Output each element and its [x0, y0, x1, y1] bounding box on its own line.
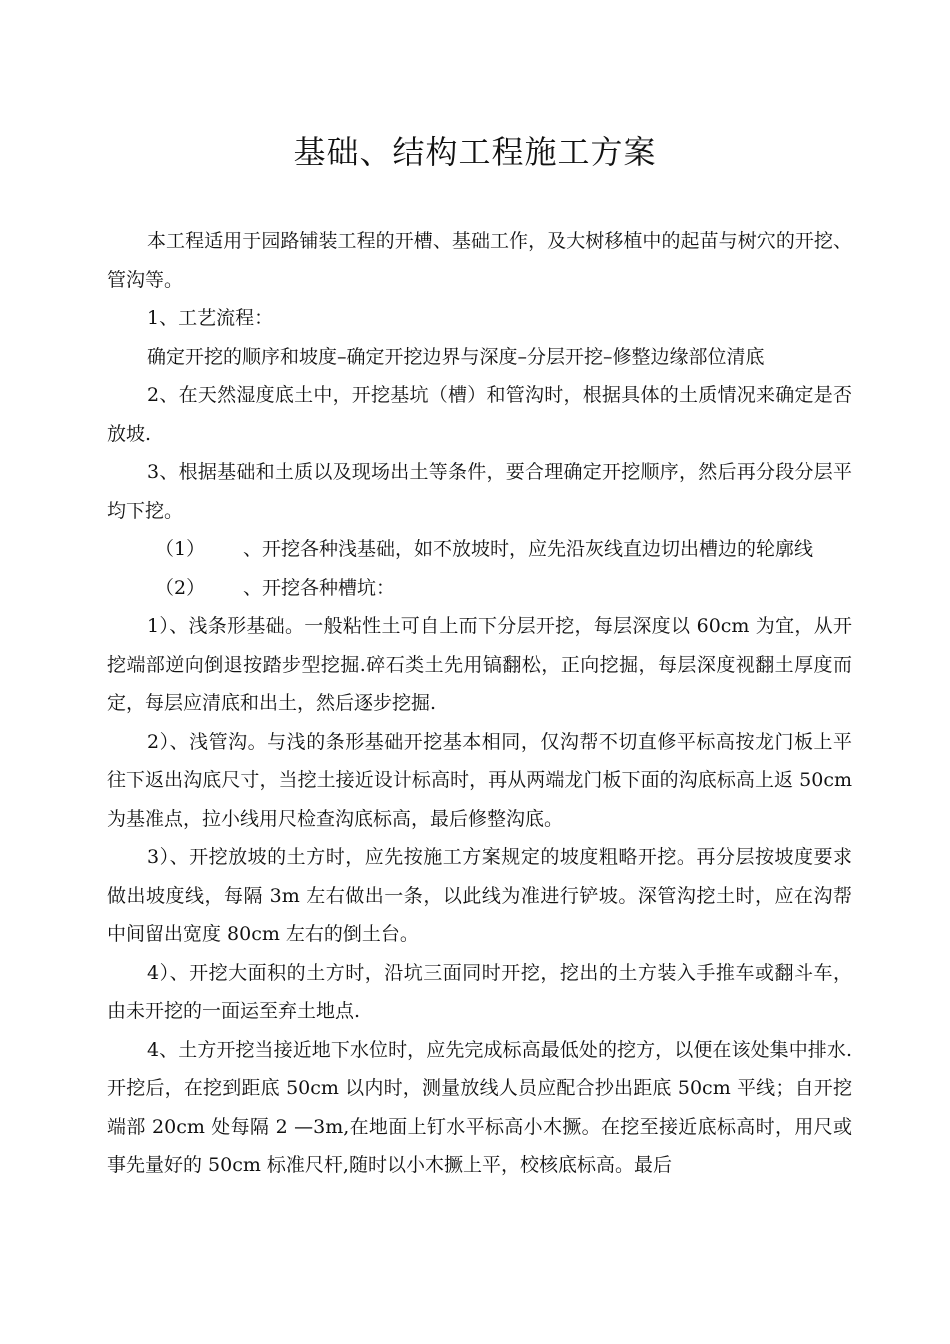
paragraph-slope: 2、在天然湿度底土中，开挖基坑（槽）和管沟时，根据具体的土质情况来确定是否放坡. — [107, 384, 852, 445]
paragraph-sequence: 3、根据基础和土质以及现场出土等条件，要合理确定开挖顺序，然后再分段分层平均下挖。 — [107, 461, 852, 522]
list-item — [107, 530, 852, 569]
document-body — [107, 222, 852, 1185]
list-item-number: （1） — [155, 538, 206, 560]
list-item-number: （2） — [155, 576, 206, 599]
list-item-text: 、开挖各种槽坑： — [243, 576, 396, 599]
list-item-text: 、开挖各种浅基础，如不放坡时，应先沿灰线直边切出槽边的轮廓线 — [243, 538, 814, 560]
paragraph-process-heading: 1、工艺流程： — [147, 307, 274, 329]
paragraph-strip-foundation: 1）、浅条形基础。一般粘性土可自上而下分层开挖，每层深度以 60cm 为宜，从开挖端部逆向倒退按踏步型挖掘.碎石类土先用镐翻松，正向挖掘，每层深度视翻土厚度而定，每层应清底和出土，然后逐步挖掘. — [107, 615, 852, 714]
document-title: 基础、结构工程施工方案 — [293, 133, 657, 171]
paragraph-process-flow: 确定开挖的顺序和坡度–确定开挖边界与深度–分层开挖–修整边缘部位清底 — [147, 345, 765, 368]
paragraph-groundwater: 4、土方开挖当接近地下水位时，应先完成标高最低处的挖方，以便在该处集中排水.开挖后，在挖到距底 50cm 以内时，测量放线人员应配合抄出距底 50cm 平线；自开挖端部 20cm 处每隔 2 —3m,在地面上钉水平标高小木撅。在挖至接近底标高时，用尺或事先量好的 50cm 标准尺杆,随时以小木撅上平，校核底标高。最后 — [107, 1038, 852, 1176]
paragraph-shallow-trench: 2）、浅管沟。与浅的条形基础开挖基本相同，仅沟帮不切直修平标高按龙门板上平往下返出沟底尺寸，当挖土接近设计标高时，再从两端龙门板下面的沟底标高上返 50cm 为基准点，拉小线用尺检查沟底标高，最后修整沟底。 — [107, 730, 852, 830]
paragraph-slope-excavation: 3）、开挖放坡的土方时，应先按施工方案规定的坡度粗略开挖。再分层按坡度要求做出坡度线，每隔 3m 左右做出一条，以此线为准进行铲坡。深管沟挖土时，应在沟帮中间留出宽度 80cm 左右的倒土台。 — [107, 846, 852, 945]
paragraph-large-area: 4）、开挖大面积的土方时，沿坑三面同时开挖，挖出的土方装入手推车或翻斗车，由未开挖的一面运至弃土地点. — [107, 961, 852, 1022]
paragraph-intro: 本工程适用于园路铺装工程的开槽、基础工作，及大树移植中的起苗与树穴的开挖、管沟等。 — [107, 230, 852, 291]
list-item — [107, 569, 852, 608]
